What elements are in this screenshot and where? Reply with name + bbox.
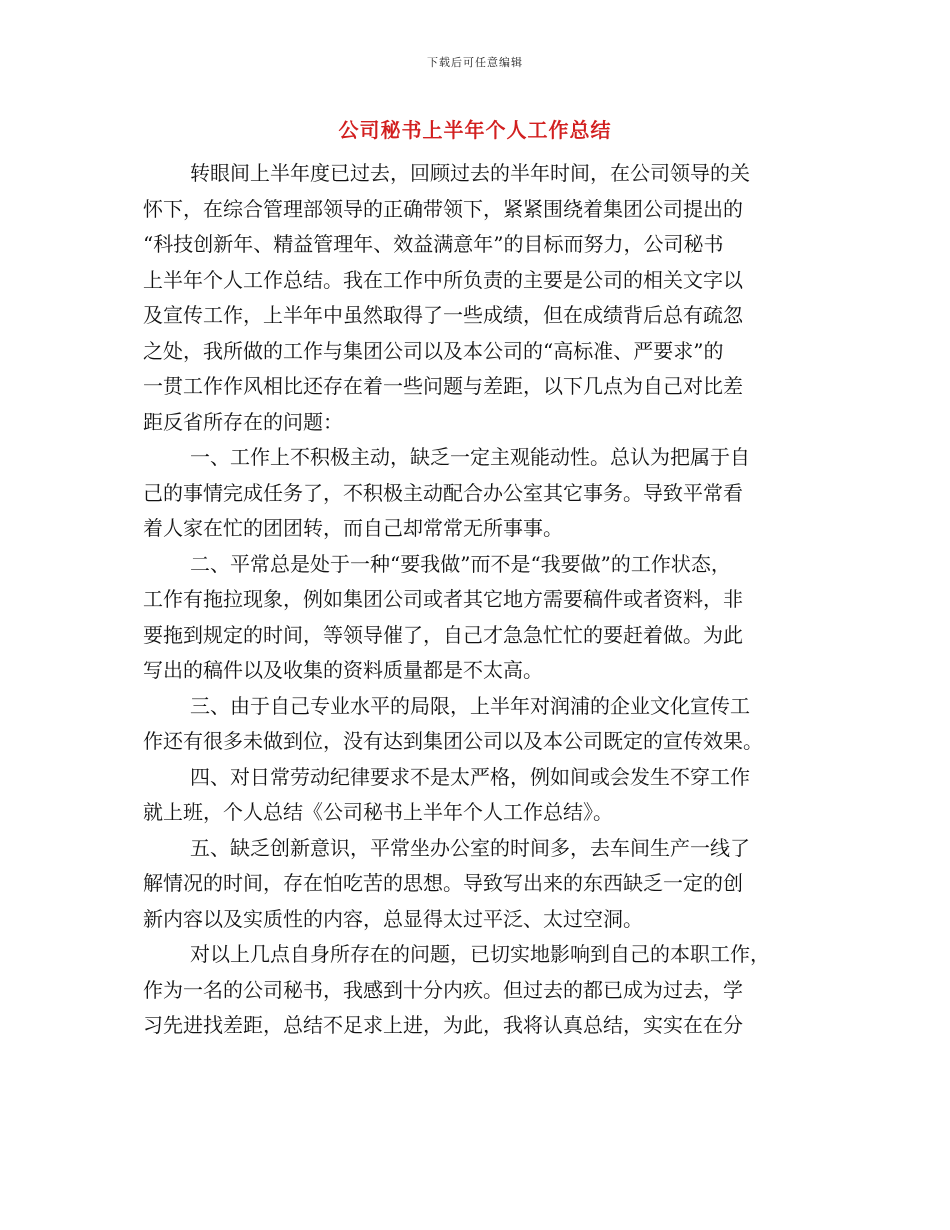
text-line: 新内容以及实质性的内容，总显得太过平泛、太过空洞。: [143, 906, 643, 931]
text-line: 要拖到规定的时间，等领导催了，自己才急急忙忙的要赶着做。为此: [143, 622, 743, 647]
page-title: 公司秘书上半年个人工作总结: [338, 118, 612, 142]
text-line: 就上班，个人总结《公司秘书上半年个人工作总结》。: [143, 800, 613, 824]
text-line: 作为一名的公司秘书，我感到十分内疚。但过去的都已成为过去，学: [143, 977, 743, 1002]
text-line: 之处，我所做的工作与集团公司以及本公司的“高标准、严要求”的: [143, 338, 724, 363]
text-line: 着人家在忙的团团转，而自己却常常无所事事。: [143, 516, 563, 540]
text-line: 四、对日常劳动纪律要求不是太严格，例如间或会发生不穿工作: [190, 764, 750, 789]
text-line: 一、工作上不积极主动，缺乏一定主观能动性。总认为把属于自: [190, 445, 750, 469]
header-note: 下载后可任意编辑: [427, 56, 523, 69]
text-line: 及宣传工作，上半年中虽然取得了一些成绩，但在成绩背后总有疏忽: [143, 303, 743, 327]
text-line: 怀下，在综合管理部领导的正确带领下，紧紧围绕着集团公司提出的: [143, 196, 743, 221]
text-line: 一贯工作作风相比还存在着一些问题与差距，以下几点为自己对比差: [143, 374, 743, 398]
text-line: 转眼间上半年度已过去，回顾过去的半年时间，在公司领导的关: [190, 161, 750, 185]
text-line: 五、缺乏创新意识，平常坐办公室的时间多，去车间生产一线了: [190, 835, 750, 860]
text-line: 己的事情完成任务了，不积极主动配合办公室其它事务。导致平常看: [143, 480, 743, 505]
text-line: 二、平常总是处于一种“要我做”而不是“我要做”的工作状态，: [190, 551, 731, 576]
text-line: 工作有拖拉现象，例如集团公司或者其它地方需要稿件或者资料，非: [143, 587, 743, 611]
text-line: 三、由于自己专业水平的局限，上半年对润浦的企业文化宣传工: [190, 693, 750, 718]
text-line: 写出的稿件以及收集的资料质量都是不太高。: [143, 658, 543, 682]
text-line: 距反省所存在的问题：: [143, 409, 343, 434]
body-text: [143, 156, 803, 1044]
text-line: 上半年个人工作总结。我在工作中所负责的主要是公司的相关文字以: [143, 267, 743, 292]
text-line: 习先进找差距，总结不足求上进，为此，我将认真总结，实实在在分: [143, 1013, 743, 1037]
text-line: 对以上几点自身所存在的问题，已切实地影响到自己的本职工作，: [190, 942, 770, 966]
text-line: 解情况的时间，存在怕吃苦的思想。导致写出来的东西缺乏一定的创: [143, 871, 743, 895]
text-line: 作还有很多未做到位，没有达到集团公司以及本公司既定的宣传效果。: [143, 729, 763, 753]
text-line: “科技创新年、精益管理年、效益满意年”的目标而努力，公司秘书: [143, 232, 724, 256]
